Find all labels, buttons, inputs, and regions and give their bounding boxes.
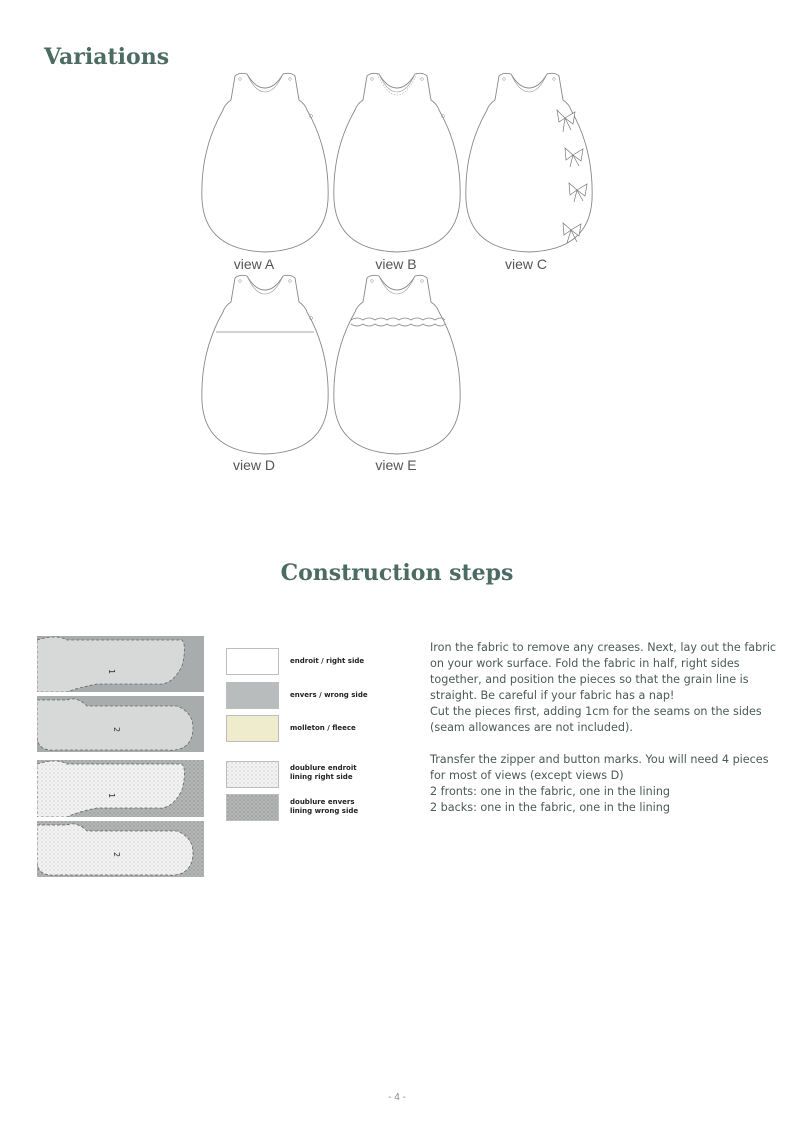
view-label-b: view B [375, 256, 417, 272]
legend-swatch-wrong-side [226, 682, 279, 709]
variations-title: Variations [44, 44, 170, 70]
instructions-text [430, 640, 780, 816]
piece-number: 2 [112, 852, 121, 858]
instruction-paragraph: Transfer the zipper and button marks. You will need 4 pieces for most of views (except views D) [430, 753, 769, 782]
legend-label-lining-wrong: doublure envers lining wrong side [290, 798, 359, 815]
piece-number: 2 [112, 727, 121, 733]
view-label-c: view C [504, 256, 547, 272]
view-label-d: view D [232, 457, 275, 473]
view-label-a: view A [233, 256, 275, 272]
view-label-e: view E [375, 457, 417, 473]
fabric-layout-back [37, 696, 204, 752]
legend-label-lining-right: doublure endroit lining right side [290, 764, 357, 781]
instruction-paragraph: 2 backs: one in the fabric, one in the lining [430, 801, 670, 814]
legend-label-wrong-side: envers / wrong side [290, 691, 368, 699]
legend-label-right-side: endroit / right side [290, 657, 365, 665]
instruction-paragraph: Cut the pieces first, adding 1cm for the seams on the sides (seam allowances are not included). [430, 705, 762, 734]
instruction-paragraph: 2 fronts: one in the fabric, one in the lining [430, 785, 671, 798]
legend-swatch-lining-right [226, 761, 279, 788]
sleep-sack-view-a [195, 70, 335, 254]
fabric-layout-lining-back [37, 821, 204, 877]
sleep-sack-view-b [327, 70, 467, 254]
piece-number: 1 [107, 793, 116, 799]
fabric-layout-lining-front [37, 760, 204, 817]
fabric-layout-front [37, 636, 204, 692]
instruction-paragraph: Iron the fabric to remove any creases. Next, lay out the fabric on your work surface. Fold the fabric in half, right sides together, and position the pieces so that the grain line is straight. Be careful if your fabric has a nap! [430, 641, 777, 702]
sleep-sack-view-c [459, 70, 599, 254]
legend-swatch-right-side [226, 648, 279, 675]
sleep-sack-view-d [195, 272, 335, 456]
legend-label-fleece: molleton / fleece [290, 724, 356, 732]
page-number: - 4 - [388, 1092, 406, 1103]
piece-number: 1 [107, 669, 116, 675]
sleep-sack-view-e [327, 272, 467, 456]
legend-swatch-lining-wrong [226, 794, 279, 821]
legend-swatch-fleece [226, 715, 279, 742]
construction-title: Construction steps [280, 560, 514, 586]
